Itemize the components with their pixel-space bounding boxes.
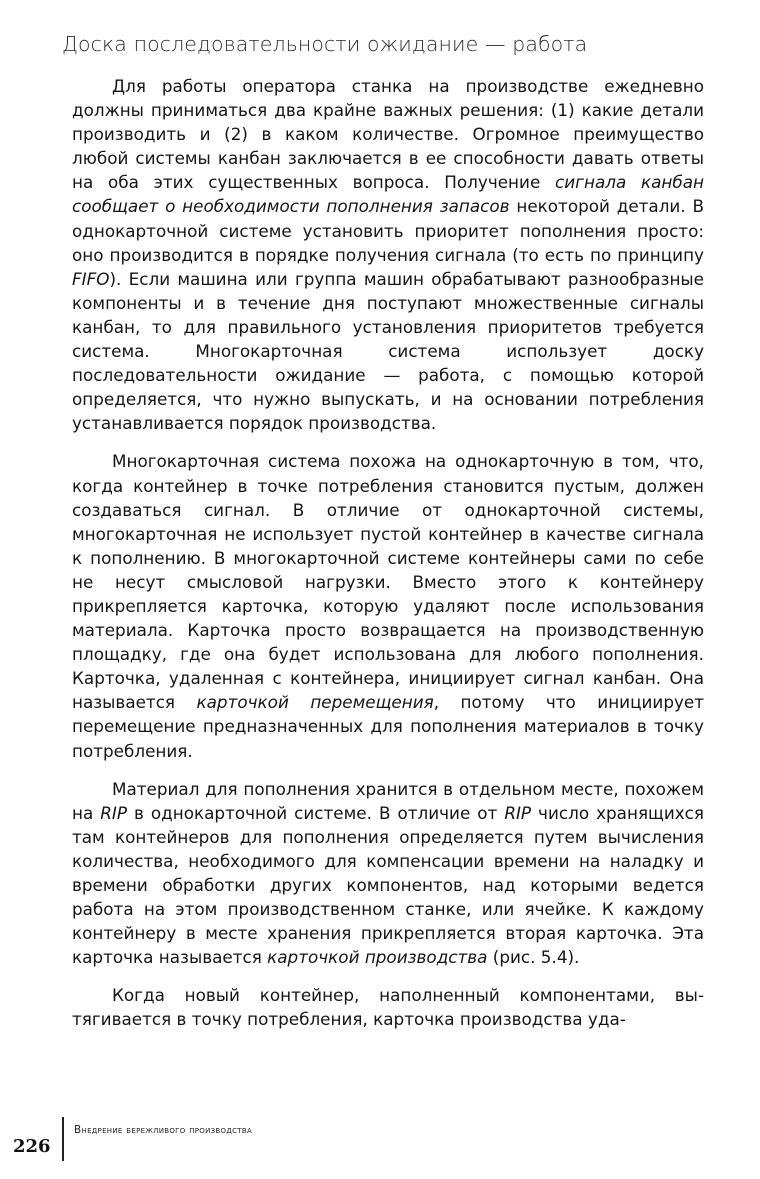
text-run: в однокарточной системе. В отличие от — [127, 802, 505, 823]
italic-text-run: RIP — [504, 802, 532, 823]
italic-text-run: карточкой перемещения — [196, 692, 434, 713]
paragraph — [72, 74, 704, 435]
paragraph — [72, 777, 704, 970]
text-run: некоторой детали. В однокарточной системе установить приоритет пополнения просто: оно производится в порядке получения сигнала (то есть по принципу — [72, 196, 704, 265]
italic-text-run: FIFO — [72, 268, 110, 289]
text-run: , потому что инициирует перемещение предназначенных для пополнения материалов в точку потребления. — [72, 692, 705, 761]
text-run: (рис. 5.4). — [487, 947, 580, 968]
text-run: число хранящихся там контейнеров для пополнения определяется путем вычисления количества, необходимого для компенсации времени на наладку и времени обработки других компонентов, над которыми ведется работа на этом производственном станке, или ячейке. К каждому контейнеру в месте хранения прикрепляется вторая карточка. Эта карточка называется — [72, 802, 705, 968]
text-run: Многокарточная система похожа на однокарточную в том, что, когда контейнер в точке потребления становится пустым, должен создаваться сигнал. В отличие от однокарточной системы, многокарточная не использует пустой контейнер в качестве сигнала к пополнению. В многокарточной системе контейнеры сами по себе не несут смысловой нагрузки. Вместо этого к контейнеру прикрепляется карточка, которую удаляют после использования материала. Карточка просто возвращается на производственную площадку, где она будет использована для любого пополнения. Карточка, удаленная с контейнера, инициирует сигнал канбан. Она называется — [72, 451, 704, 713]
text-run: Материал для пополнения хранится в отдельном месте, похожем на — [72, 778, 704, 823]
italic-text-run: карточкой производства — [267, 947, 488, 968]
body-text — [72, 74, 704, 1046]
section-heading: Доска последовательности ожидание — работа — [62, 32, 588, 56]
italic-text-run: RIP — [100, 802, 127, 823]
text-run: Когда новый контейнер, наполненный компонентами, вытягивается в точку потребления, карточка производства уда- — [72, 985, 704, 1030]
page-number: 226 — [13, 1136, 51, 1157]
paragraph — [72, 983, 704, 1031]
running-title: Внедрение бережливого производства — [74, 1124, 253, 1136]
paragraph — [72, 449, 704, 762]
italic-text-run: сигнала канбан сообщает о необходимости пополнения запасов — [72, 172, 704, 217]
text-run: ). Если машина или группа машин обрабатывают разнообразные компоненты и в течение дня поступают множественные сигналы канбан, то для правильного установления приоритетов требуется система. Многокарточная система использует доску последовательности ожидание — работа, с помощью которой определяется, что нужно выпускать, и на основании потребления устанавливается порядок производства. — [72, 268, 704, 434]
footer-divider — [62, 1117, 64, 1161]
text-run: Для работы оператора станка на производстве ежедневно должны приниматься два крайне важных решения: (1) какие детали производить и (2) в каком количестве. Огромное преимущество любой системы канбан заключается в ее способности давать ответы на оба этих существенных вопроса. Получение — [72, 76, 704, 193]
